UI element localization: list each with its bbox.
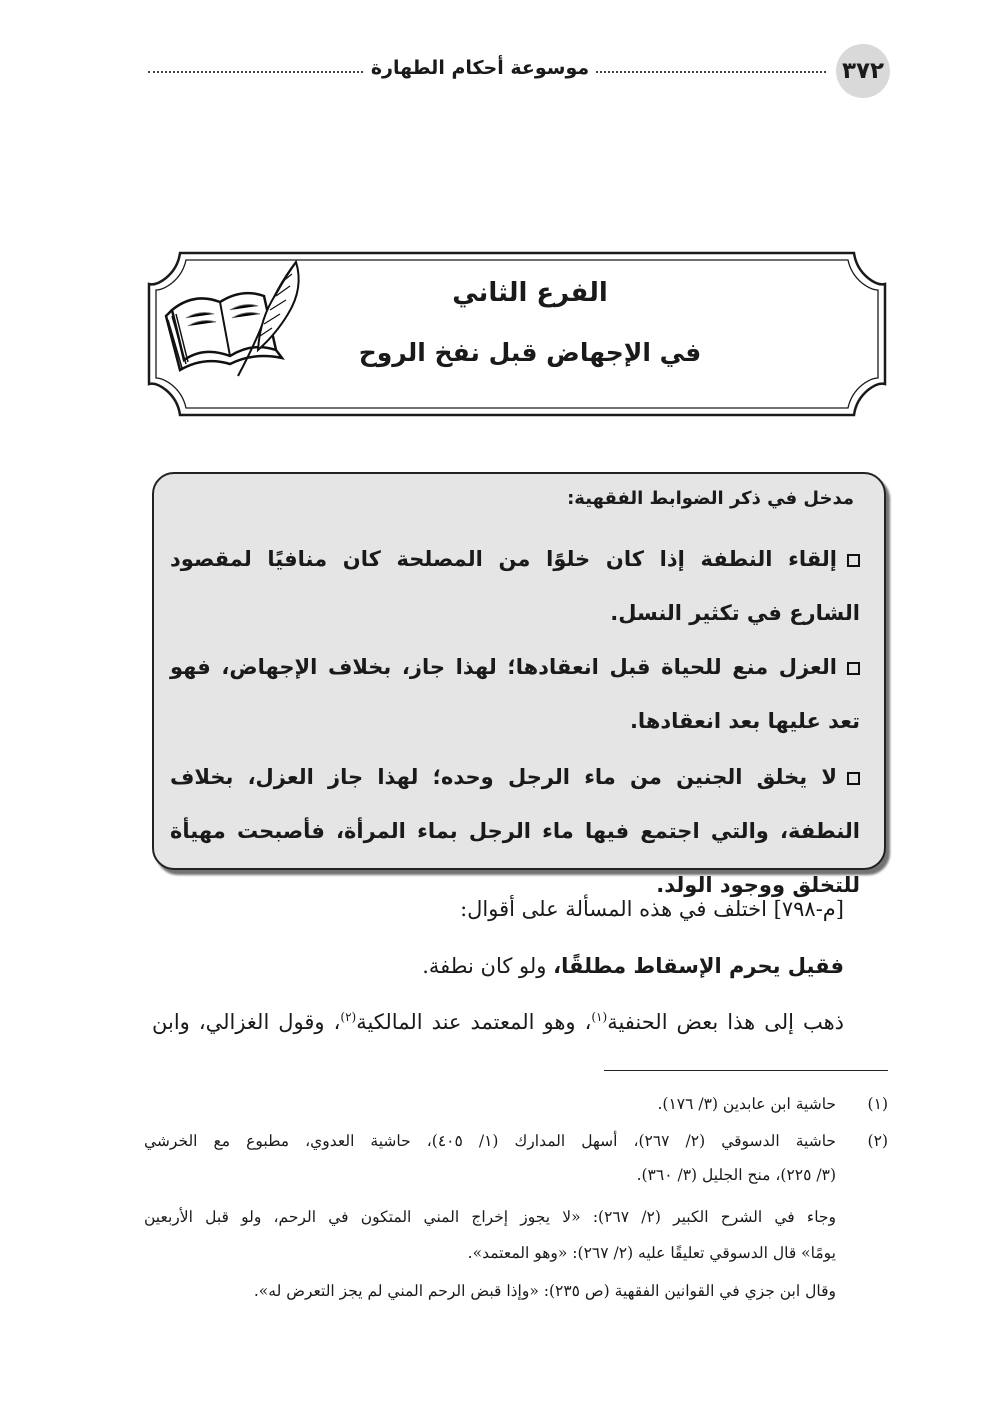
page-number: ٣٧٢ xyxy=(836,44,890,98)
checkbox-square-icon xyxy=(847,554,860,567)
rules-heading: مدخل في ذكر الضوابط الفقهية: xyxy=(567,488,854,509)
rule-item: إلقاء النطفة إذا كان خلوًا من المصلحة كان منافيًا لمقصود الشارع في تكثير النسل. xyxy=(170,547,860,625)
body-paragraph-line: ذهب إلى هذا بعض الحنفية$^{(١)}$، وهو المعتمد عند المالكية$^{(٢)}$، وقول الغزالي، وابن xyxy=(152,1010,844,1034)
rule-item: لا يخلق الجنين من ماء الرجل وحده؛ لهذا جاز العزل، بخلاف النطفة، والتي اجتمع فيها ماء الرجل بماء المرأة، فأصبحت مهيأة للتخلق ووجود الولد. xyxy=(170,765,860,897)
body-paragraph-line: [م-٧٩٨] اختلف في هذه المسألة على أقوال: xyxy=(460,897,844,921)
header-dotted-line-right xyxy=(596,71,826,73)
footnote-ref: (٢) xyxy=(340,1010,357,1024)
checkbox-square-icon xyxy=(847,662,860,675)
footnote-text: يومًا» قال الدسوقي تعليقًا عليه (٢/ ٢٦٧): «وهو المعتمد». xyxy=(467,1244,836,1262)
footnote-text: (٣/ ٢٢٥)، منح الجليل (٣/ ٣٦٠). xyxy=(636,1166,836,1184)
fiqh-rules-box xyxy=(152,472,886,897)
body-paragraph-line: فقيل يحرم الإسقاط مطلقًا، ولو كان نطفة. xyxy=(422,954,844,978)
book-and-quill-icon xyxy=(164,258,308,382)
checkbox-square-icon xyxy=(847,772,860,785)
footnote-text: حاشية ابن عابدين (٣/ ١٧٦). xyxy=(657,1095,836,1113)
footnote-text: وجاء في الشرح الكبير (٢/ ٢٦٧): «لا يجوز إخراج المني المتكون في الرحم، ولو قبل الأربعين xyxy=(144,1208,836,1226)
footnote-number: (٢) xyxy=(867,1132,888,1150)
footnote-separator xyxy=(604,1070,888,1071)
rule-item: العزل منع للحياة قبل انعقادها؛ لهذا جاز، بخلاف الإجهاض، فهو تعد عليها بعد انعقادها. xyxy=(170,655,860,733)
footnote-number: (١) xyxy=(867,1095,888,1113)
footnote-text: وقال ابن جزي في القوانين الفقهية (ص ٢٣٥): «وإذا قبض الرحم المني لم يجز التعرض له». xyxy=(253,1282,836,1300)
running-title: موسوعة أحكام الطهارة xyxy=(370,57,590,79)
footnote-text: حاشية الدسوقي (٢/ ٢٦٧)، أسهل المدارك (١/ ٤٠٥)، حاشية العدوي، مطبوع مع الخرشي xyxy=(144,1132,837,1150)
section-title: الفرع الثاني xyxy=(452,278,608,308)
footnote-ref: (١) xyxy=(591,1010,608,1024)
section-subtitle: في الإجهاض قبل نفخ الروح xyxy=(358,338,702,367)
header-dotted-line-left xyxy=(148,71,363,73)
